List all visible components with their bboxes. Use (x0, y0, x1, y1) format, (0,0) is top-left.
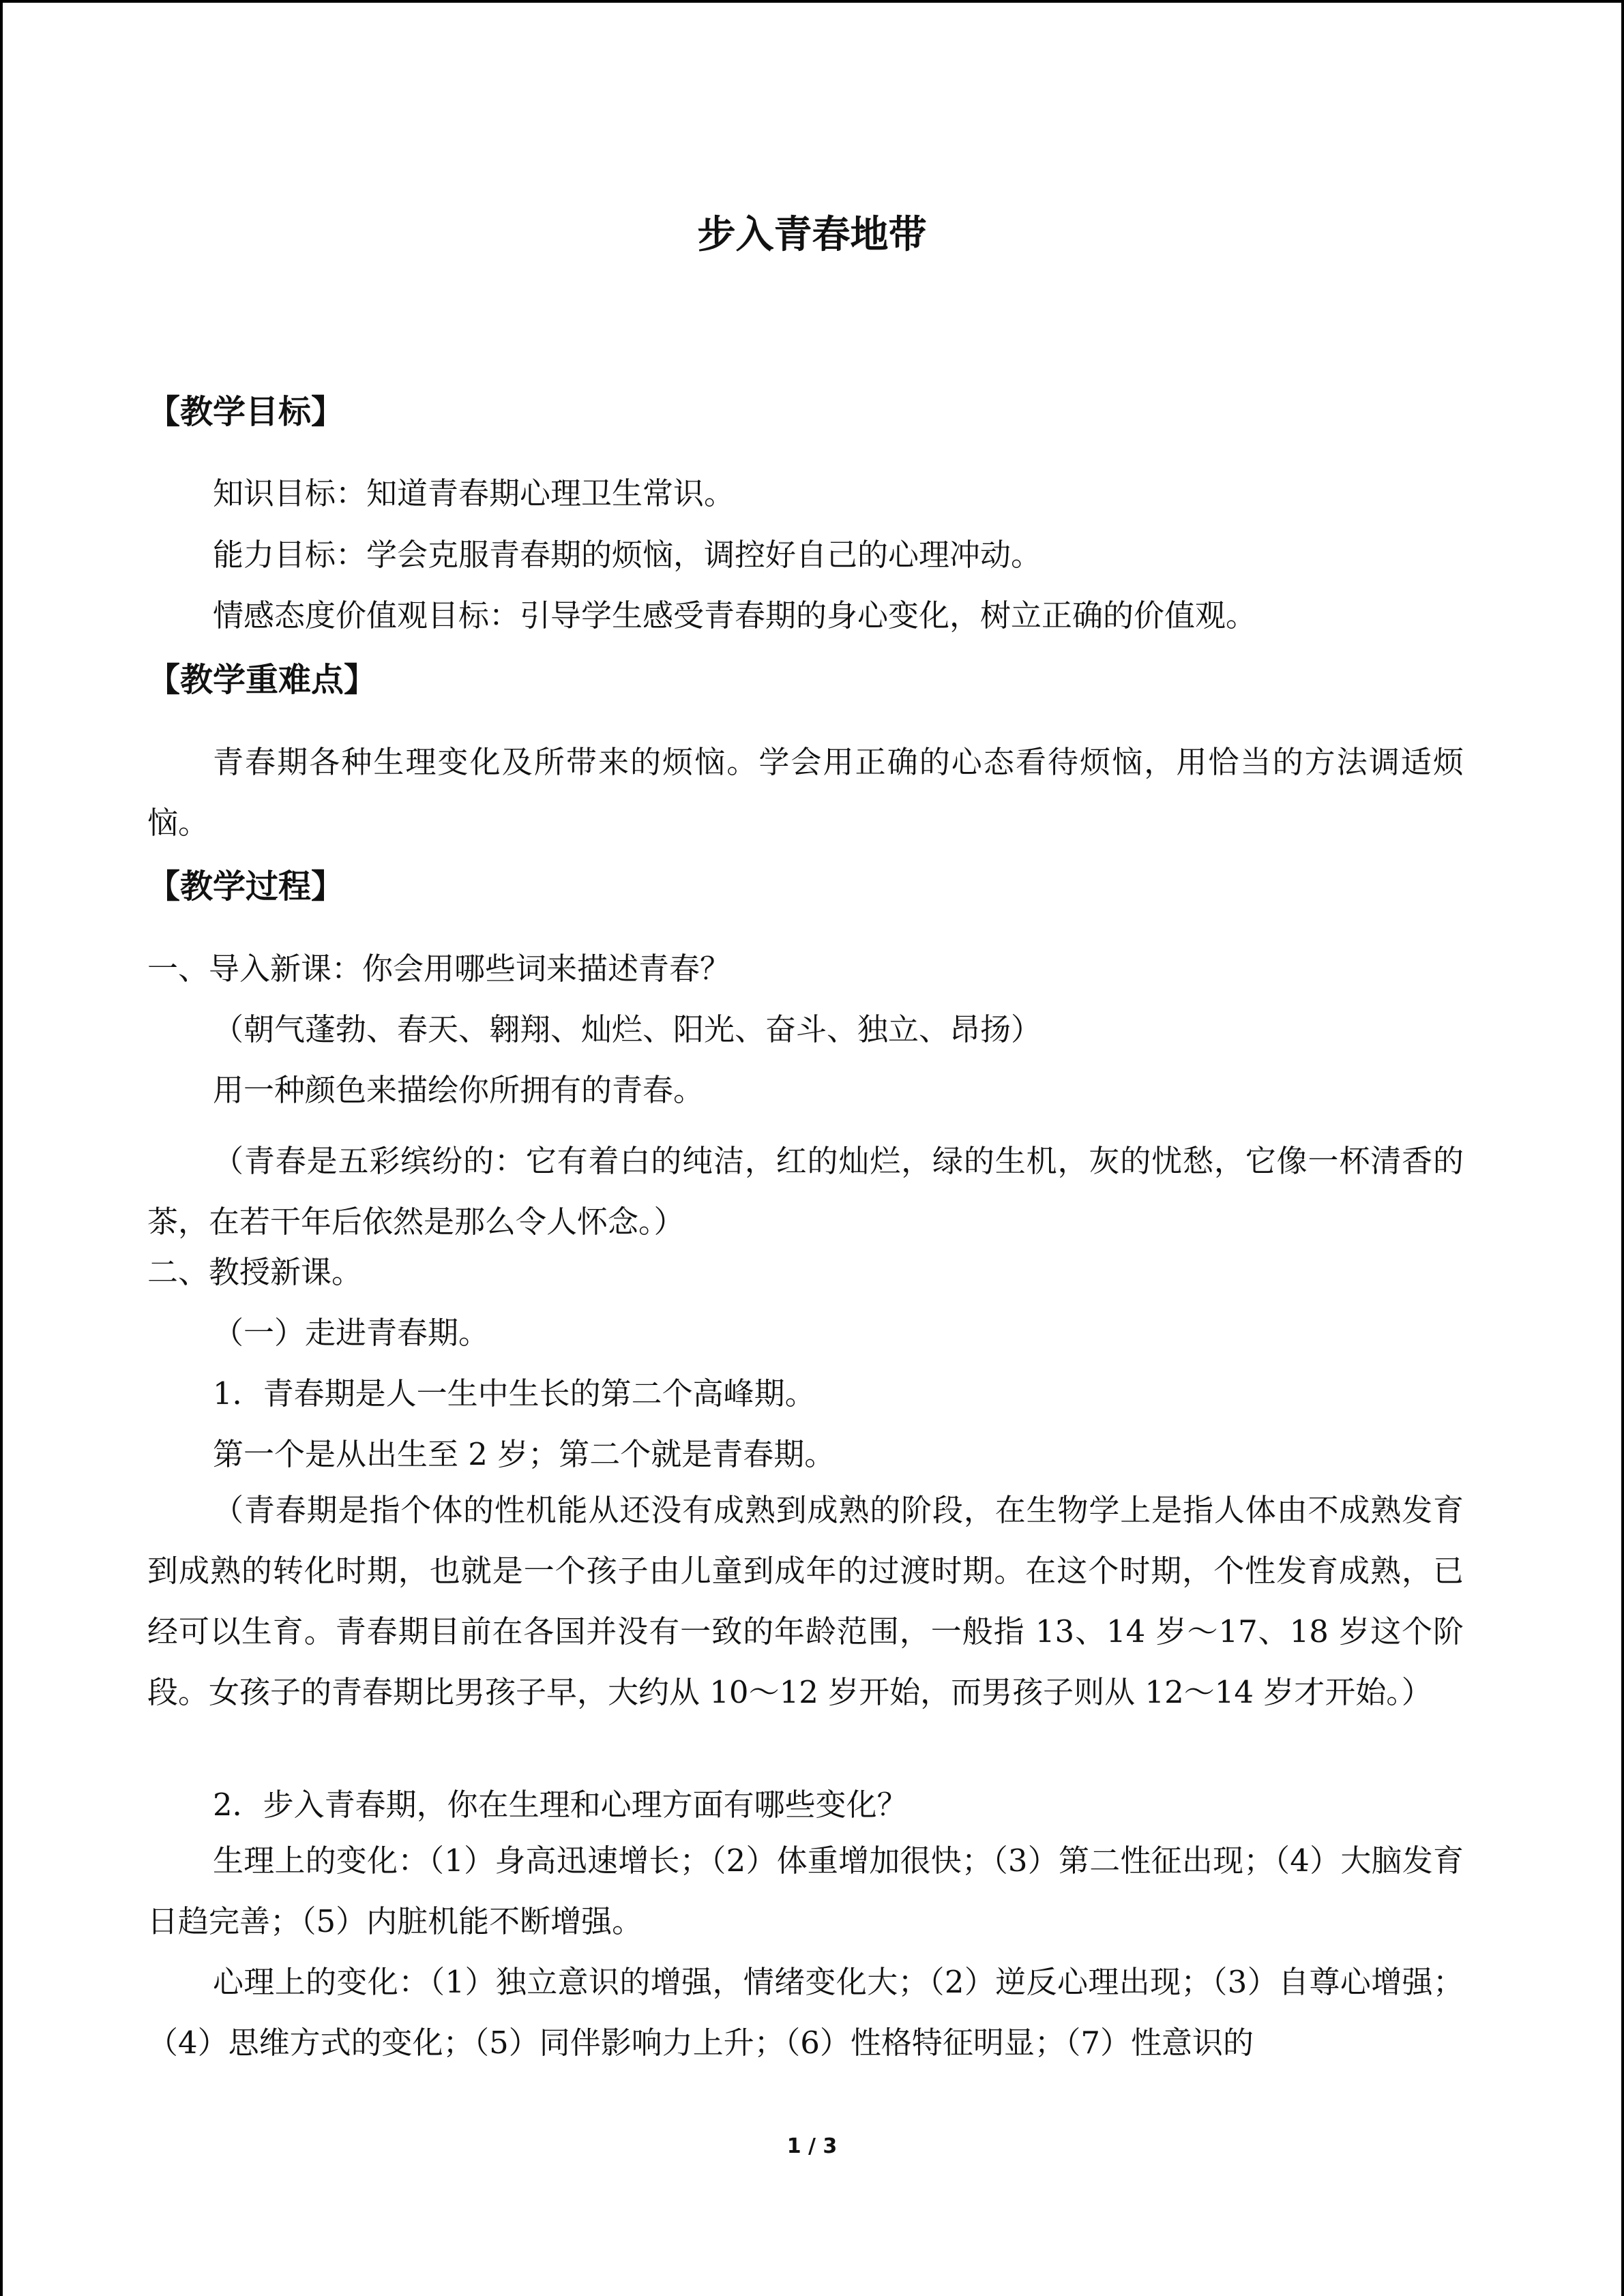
point-2: 2．步入青春期，你在生理和心理方面有哪些变化？ (213, 1787, 908, 1823)
knowledge-objective: 知识目标：知道青春期心理卫生常识。 (213, 475, 735, 511)
ability-objective: 能力目标：学会克服青春期的烦恼，调控好自己的心理冲动。 (213, 537, 1042, 573)
process-heading: 【教学过程】 (147, 867, 344, 906)
values-objective: 情感态度价值观目标：引导学生感受青春期的身心变化，树立正确的价值观。 (213, 597, 1257, 633)
objectives-heading: 【教学目标】 (147, 393, 344, 431)
key-points-heading: 【教学重难点】 (147, 661, 377, 699)
point-1-detail: 第一个是从出生至 2 岁；第二个就是青春期。 (213, 1436, 836, 1472)
page-indicator: 1 / 3 (786, 2134, 838, 2158)
intro-color-answer: （青春是五彩缤纷的：它有着白的纯洁，红的灿烂，绿的生机，灰的忧愁，它像一杯清香的茶，在若干年后依然是那么令人怀念。） (147, 1143, 1464, 1240)
intro-words: （朝气蓬勃、春天、翱翔、灿烂、阳光、奋斗、独立、昂扬） (213, 1011, 1042, 1047)
psychological-changes: 心理上的变化：（1）独立意识的增强，情绪变化大；（2）逆反心理出现；（3）自尊心增强；（4）思维方式的变化；（5）同伴影响力上升；（6）性格特征明显；（7）性意识的 (147, 1964, 1464, 2061)
page-right-border (1621, 0, 1624, 2296)
point-1-explanation: （青春期是指个体的性机能从还没有成熟到成熟的阶段，在生物学上是指人体由不成熟发育到成熟的转化时期，也就是一个孩子由儿童到成年的过渡时期。在这个时期，个性发育成熟，已经可以生育。青春期目前在各国并没有一致的年龄范围，一般指 13、14 岁～17、18 岁这个阶段。女孩子的青春期比男孩子早，大约从 10～12 岁开始，而男孩子则从 12～14 岁才开始。） (147, 1492, 1464, 1710)
teach-title: 二、教授新课。 (147, 1254, 363, 1290)
physical-changes: 生理上的变化：（1）身高迅速增长；（2）体重增加很快；（3）第二性征出现；（4）大脑发育日趋完善；（5）内脏机能不断增强。 (147, 1843, 1464, 1939)
page-top-border (0, 0, 1624, 3)
point-1: 1．青春期是人一生中生长的第二个高峰期。 (213, 1375, 816, 1412)
intro-title: 一、导入新课：你会用哪些词来描述青春？ (147, 951, 731, 987)
key-points-text: 青春期各种生理变化及所带来的烦恼。学会用正确的心态看待烦恼，用恰当的方法调适烦恼。 (147, 744, 1464, 841)
document-title: 步入青春地带 (697, 213, 927, 257)
sub-section-title: （一）走进青春期。 (213, 1315, 490, 1351)
intro-color-question: 用一种颜色来描绘你所拥有的青春。 (213, 1072, 705, 1108)
page-left-border (0, 0, 3, 2296)
